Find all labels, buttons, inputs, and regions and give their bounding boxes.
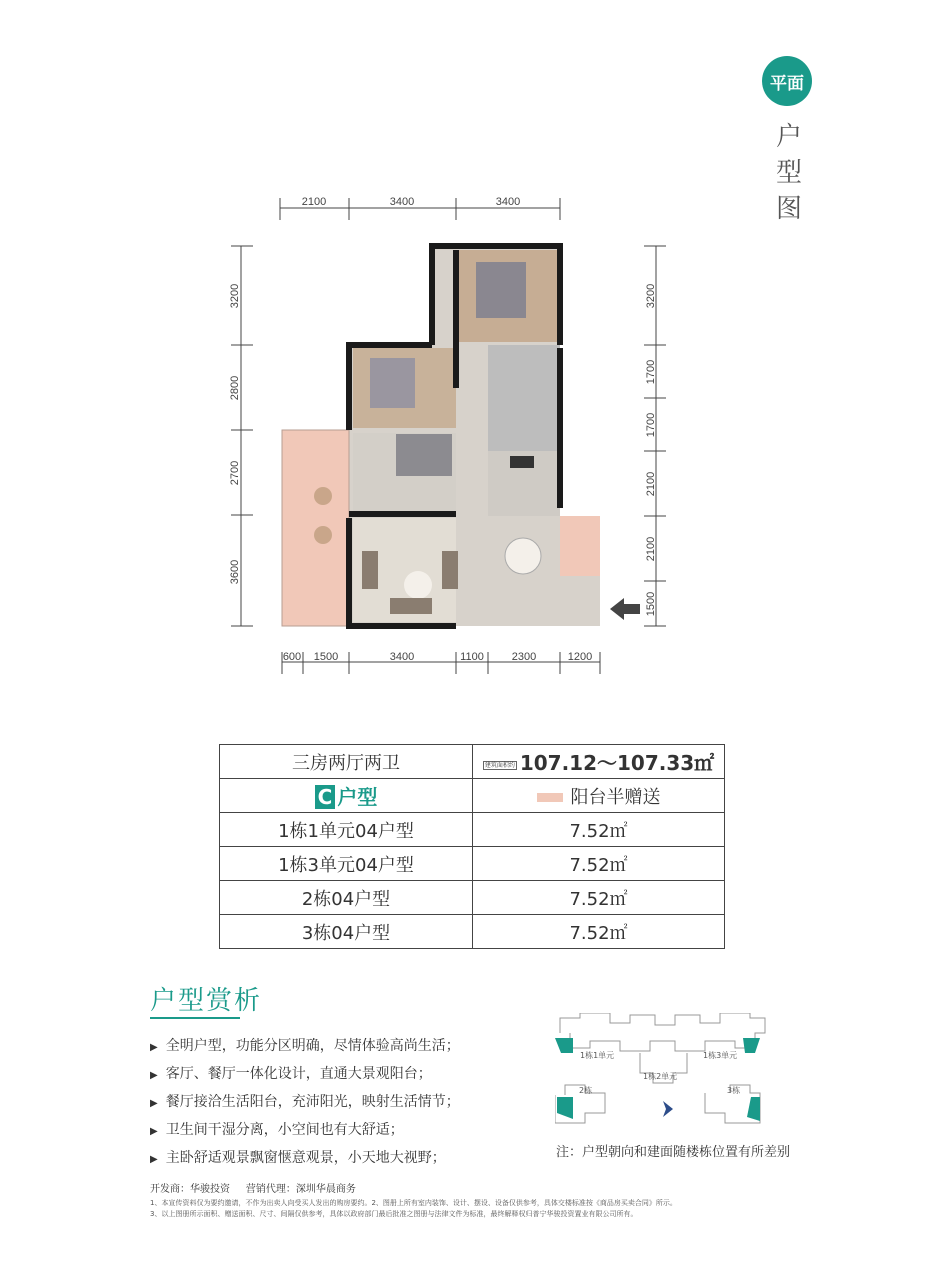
dim-left-4: 3600 <box>229 559 241 585</box>
utility-balcony <box>560 516 600 576</box>
row-name: 1栋1单元04户型 <box>220 813 473 847</box>
disclaimer-2: 3、以上图册所示面积、赠送面积、尺寸、间隔仅供参考，具体以政府部门最后批准之图册与法律文件为标准，最终解释权归普宁华骏投资置业有限公司所有。 <box>150 1210 638 1218</box>
dim-top-2: 3400 <box>389 196 415 208</box>
row-value: 7.52㎡ <box>473 813 725 847</box>
developer-text: 开发商：华骏投资 <box>150 1184 230 1195</box>
bullet-icon: ▶ <box>150 1098 158 1109</box>
footer-credits <box>150 1180 356 1195</box>
agent-text: 营销代理：深圳华晨商务 <box>245 1184 356 1195</box>
site-map <box>555 1013 770 1133</box>
area-value: 107.12～107.33㎡ <box>519 751 715 775</box>
stove-icon <box>510 456 534 468</box>
building-outlines <box>555 1013 765 1123</box>
dim-bottom-1: 600 <box>282 651 302 663</box>
bullet-icon: ▶ <box>150 1042 158 1053</box>
bed-3-icon <box>396 434 452 476</box>
balcony-chair-2-icon <box>314 526 332 544</box>
list-item <box>150 1090 460 1118</box>
title-underline <box>150 1017 240 1019</box>
label-1-1: 1栋1单元 <box>580 1051 615 1060</box>
bullet-icon: ▶ <box>150 1154 158 1165</box>
bathrooms <box>488 345 560 451</box>
feature-text: 主卧舒适观景飘窗惬意观景，小天地大视野； <box>165 1150 446 1166</box>
table-row <box>220 745 725 779</box>
feature-text: 客厅、餐厅一体化设计，直通大景观阳台； <box>165 1066 432 1082</box>
dim-bottom-5: 2300 <box>511 651 537 663</box>
entrance-arrow-icon <box>610 598 640 620</box>
disclaimer-1: 1、本宣传资料仅为要约邀请，不作为出卖人向受买人发出的购房要约。2、图册上所有室内装饰、设计、摆设、设备仅供参考，具体交楼标准按《商品房买卖合同》所示。 <box>150 1199 677 1207</box>
dim-top-1: 2100 <box>301 196 327 208</box>
unit-1-1-highlight <box>555 1038 573 1053</box>
table-row <box>220 915 725 949</box>
unit-type-label: 户型 <box>337 785 378 809</box>
feature-list <box>150 1034 460 1174</box>
dim-bottom-3: 3400 <box>389 651 415 663</box>
sofa-bottom-icon <box>390 598 432 614</box>
sofa-right-icon <box>442 551 458 589</box>
table-row <box>220 881 725 915</box>
list-item <box>150 1062 460 1090</box>
title-char-3: 图 <box>776 194 803 224</box>
balcony-chair-1-icon <box>314 487 332 505</box>
label-building-3: 3栋 <box>727 1086 741 1095</box>
unit-1-3-highlight <box>743 1038 760 1053</box>
building-3-highlight <box>747 1097 760 1121</box>
dim-bottom-2: 1500 <box>313 651 339 663</box>
table-row <box>220 779 725 813</box>
row-value: 7.52㎡ <box>473 847 725 881</box>
layout-text: 三房两厅两卫 <box>292 752 400 774</box>
area-cell <box>473 745 725 779</box>
master-bed-icon <box>476 262 526 318</box>
floor-plan <box>220 188 690 688</box>
spec-table <box>219 744 725 949</box>
layout-cell <box>220 745 473 779</box>
feature-text: 餐厅接洽生活阳台，充沛阳光，映射生活情节； <box>165 1094 460 1110</box>
balcony-cell <box>473 779 725 813</box>
dining-table-icon <box>505 538 541 574</box>
title-char-1: 户 <box>776 122 803 152</box>
unit-letter: C <box>315 785 336 809</box>
label-1-3: 1栋3单元 <box>703 1051 738 1060</box>
area-prefix: 建筑面积约 <box>484 761 515 769</box>
dim-right-3: 1700 <box>645 412 657 438</box>
sofa-left-icon <box>362 551 378 589</box>
dim-bottom-4: 1100 <box>460 651 484 663</box>
bullet-icon: ▶ <box>150 1126 158 1137</box>
building-2-highlight <box>557 1097 573 1119</box>
dim-top-3: 3400 <box>495 196 521 208</box>
dim-left-2: 2800 <box>229 375 241 401</box>
list-item <box>150 1146 460 1174</box>
row-name: 3栋04户型 <box>220 915 473 949</box>
row-value: 7.52㎡ <box>473 915 725 949</box>
title-char-2: 型 <box>776 158 803 188</box>
analysis-title: 户型赏析 <box>150 986 263 1016</box>
plan-badge: 平面 <box>762 56 812 106</box>
dim-left-1: 3200 <box>229 283 241 309</box>
bullet-icon: ▶ <box>150 1070 158 1081</box>
balcony-note: 阳台半赠送 <box>570 786 661 808</box>
dim-right-4: 2100 <box>645 471 657 497</box>
dim-bottom-6: 1200 <box>567 651 593 663</box>
dim-right-1: 3200 <box>645 283 657 309</box>
balcony-swatch <box>537 793 563 802</box>
list-item <box>150 1118 460 1146</box>
label-1-2: 1栋2单元 <box>643 1072 678 1081</box>
table-row <box>220 813 725 847</box>
balcony <box>282 430 349 626</box>
bed-2-icon <box>370 358 415 408</box>
site-note: 注：户型朝向和建面随楼栋位置有所差别 <box>556 1145 791 1160</box>
label-building-2: 2栋 <box>579 1086 593 1095</box>
row-name: 2栋04户型 <box>220 881 473 915</box>
unit-type-cell <box>220 779 473 813</box>
compass-icon <box>663 1101 673 1117</box>
coffee-table-icon <box>404 571 432 599</box>
dim-right-2: 1700 <box>645 359 657 385</box>
dim-right-6: 1500 <box>645 591 657 617</box>
dim-left-3: 2700 <box>229 460 241 486</box>
row-value: 7.52㎡ <box>473 881 725 915</box>
table-row <box>220 847 725 881</box>
feature-text: 卫生间干湿分离，小空间也有大舒适； <box>165 1122 404 1138</box>
list-item <box>150 1034 460 1062</box>
row-name: 1栋3单元04户型 <box>220 847 473 881</box>
feature-text: 全明户型，功能分区明确，尽情体验高尚生活； <box>165 1038 460 1054</box>
dim-right-5: 2100 <box>645 536 657 562</box>
